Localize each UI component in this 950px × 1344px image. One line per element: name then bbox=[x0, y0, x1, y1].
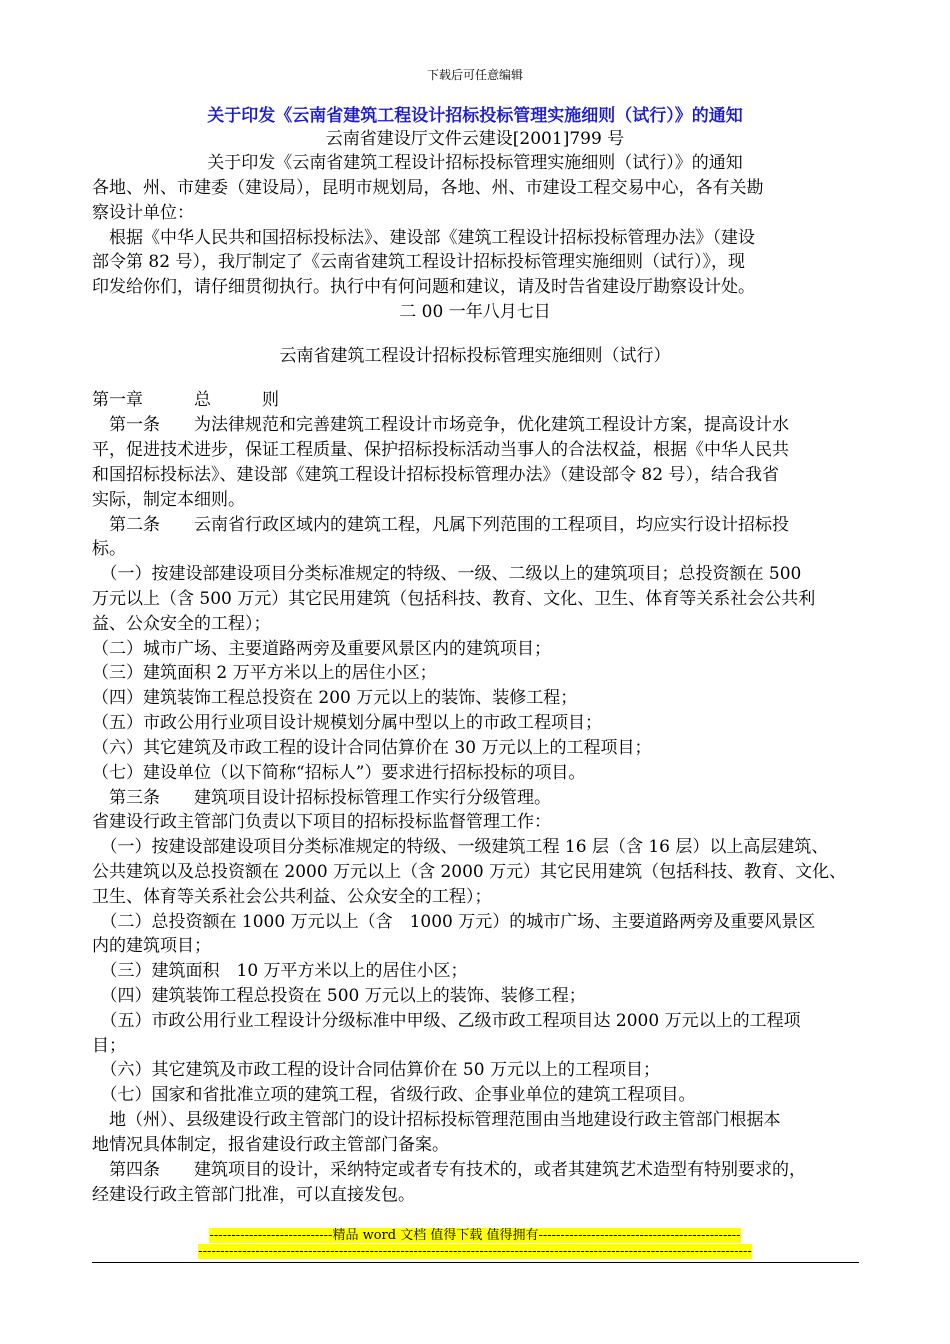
body-line: （六）其它建筑及市政工程的设计合同估算价在 50 万元以上的工程项目； bbox=[92, 1060, 660, 1080]
body-line: 平，促进技术进步，保证工程质量、保护招标投标活动当事人的合法权益，根据《中华人民共 bbox=[92, 440, 789, 460]
body-line: 部令第 82 号），我厅制定了《云南省建筑工程设计招标投标管理实施细则（试行）》，现 bbox=[92, 252, 745, 272]
body-line: 目； bbox=[92, 1036, 126, 1056]
body-line: 省建设行政主管部门负责以下项目的招标投标监督管理工作： bbox=[92, 812, 551, 832]
footer-banner-text: ----------------------------精品 word 文档 值得下载 值得拥有---------------------------------------------- bbox=[209, 1228, 741, 1243]
body-line: 地情况具体制定，报省建设行政主管部门备案。 bbox=[92, 1135, 449, 1155]
footer-dash-line: ------------------------------------------------------------------------------------------------------------------------------ bbox=[198, 1244, 752, 1259]
rules-title: 云南省建筑工程设计招标投标管理实施细则（试行） bbox=[279, 346, 671, 366]
body-line: 地（州）、县级建设行政主管部门的设计招标投标管理范围由当地建设行政主管部门根据本 bbox=[92, 1110, 781, 1130]
body-line: 益、公众安全的工程）； bbox=[92, 614, 271, 634]
header-note: 下载后可任意编辑 bbox=[426, 68, 523, 82]
footer-banner-dashes bbox=[0, 1244, 950, 1260]
body-line: 印发给你们，请仔细贯彻执行。执行中有何问题和建议，请及时告省建设厅勘察设计处。 bbox=[92, 277, 755, 297]
body-line: （二）总投资额在 1000 万元以上（含 1000 万元）的城市广场、主要道路两旁及重要风景区 bbox=[92, 912, 816, 932]
body-line: 卫生、体育等关系社会公共利益、公众安全的工程）； bbox=[92, 887, 492, 907]
body-line: 内的建筑项目； bbox=[92, 936, 211, 956]
body-line: （五）市政公用行业工程设计分级标准中甲级、乙级市政工程项目达 2000 万元以上的工程项 bbox=[92, 1011, 801, 1031]
body-line: 和国招标投标法》、建设部《建筑工程设计招标投标管理办法》（建设部令 82 号），结合我省 bbox=[92, 465, 779, 485]
body-line: 经建设行政主管部门批准，可以直接发包。 bbox=[92, 1185, 415, 1205]
body-line: 察设计单位： bbox=[92, 203, 194, 223]
body-line: （三）建筑面积 10 万平方米以上的居住小区； bbox=[92, 961, 468, 981]
document-title: 关于印发《云南省建筑工程设计招标投标管理实施细则（试行）》的通知 bbox=[207, 106, 743, 126]
body-line: （四）建筑装饰工程总投资在 200 万元以上的装饰、装修工程； bbox=[92, 688, 578, 708]
chapter-heading: 第一章 总 则 bbox=[92, 390, 279, 410]
body-line: 第四条 建筑项目的设计，采纳特定或者专有技术的，或者其建筑艺术造型有特别要求的， bbox=[92, 1160, 806, 1180]
body-line: 万元以上（含 500 万元）其它民用建筑（包括科技、教育、文化、卫生、体育等关系社会公共利 bbox=[92, 589, 816, 609]
body-line: 根据《中华人民共和国招标投标法》、建设部《建筑工程设计招标投标管理办法》（建设 bbox=[92, 228, 755, 248]
body-line: 标。 bbox=[92, 539, 126, 559]
body-line: （七）国家和省批准立项的建筑工程，省级行政、企事业单位的建筑工程项目。 bbox=[92, 1085, 696, 1105]
body-line: （七）建设单位（以下简称“招标人”）要求进行招标投标的项目。 bbox=[92, 763, 586, 783]
body-line: （二）城市广场、主要道路两旁及重要风景区内的建筑项目； bbox=[92, 639, 551, 659]
body-line: 第三条 建筑项目设计招标投标管理工作实行分级管理。 bbox=[92, 788, 551, 808]
body-line: 公共建筑以及总投资额在 2000 万元以上（含 2000 万元）其它民用建筑（包括科技、教育、文化、 bbox=[92, 862, 847, 882]
body-line: （三）建筑面积 2 万平方米以上的居住小区； bbox=[92, 663, 437, 683]
body-line: 各地、州、市建委（建设局），昆明市规划局，各地、州、市建设工程交易中心，各有关勘 bbox=[92, 178, 764, 198]
body-line: （五）市政公用行业项目设计规模划分属中型以上的市政工程项目； bbox=[92, 713, 602, 733]
body-line: 第一条 为法律规范和完善建筑工程设计市场竞争，优化建筑工程设计方案，提高设计水 bbox=[92, 415, 789, 435]
body-line: 实际，制定本细则。 bbox=[92, 490, 245, 510]
notice-title: 关于印发《云南省建筑工程设计招标投标管理实施细则（试行）》的通知 bbox=[207, 153, 743, 173]
footer-rule bbox=[92, 1262, 859, 1263]
notice-date: 二 00 一年八月七日 bbox=[399, 302, 551, 322]
footer-banner bbox=[0, 1228, 950, 1244]
body-line: （一）按建设部建设项目分类标准规定的特级、一级建筑工程 16 层（含 16 层）以上高层建筑、 bbox=[92, 837, 829, 857]
body-line: （四）建筑装饰工程总投资在 500 万元以上的装饰、装修工程； bbox=[92, 986, 586, 1006]
body-line: （一）按建设部建设项目分类标准规定的特级、一级、二级以上的建筑项目；总投资额在 500 bbox=[92, 564, 802, 584]
document-number: 云南省建设厅文件云建设[2001]799 号 bbox=[325, 129, 625, 149]
body-line: （六）其它建筑及市政工程的设计合同估算价在 30 万元以上的工程项目； bbox=[92, 738, 652, 758]
body-line: 第二条 云南省行政区域内的建筑工程，凡属下列范围的工程项目，均应实行设计招标投 bbox=[92, 515, 789, 535]
